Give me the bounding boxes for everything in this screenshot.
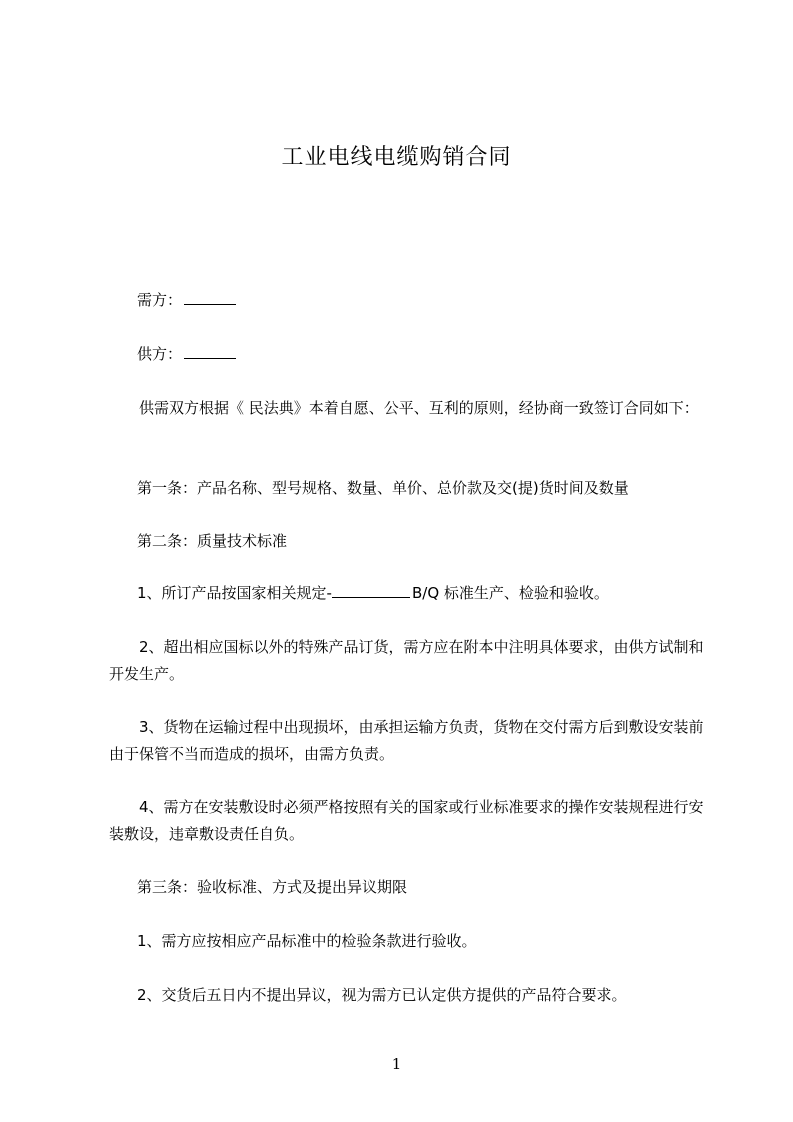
a2-item1-prefix: 1、所订产品按国家相关规定- bbox=[137, 584, 332, 602]
standard-blank bbox=[332, 583, 410, 598]
supplier-label: 供方： bbox=[137, 345, 183, 363]
article-3-item-2: 2、交货后五日内不提出异议，视为需方已认定供方提供的产品符合要求。 bbox=[137, 986, 627, 1004]
article-3-item-1: 1、需方应按相应产品标准中的检验条款进行验收。 bbox=[137, 932, 477, 950]
article-2-item-4: 4、需方在安装敷设时必须严格按照有关的国家或行业标准要求的操作安装规程进行安装敷设，违章敷设责任自负。 bbox=[109, 798, 704, 843]
demander-blank bbox=[184, 290, 236, 305]
article-2-heading: 第二条：质量技术标准 bbox=[137, 532, 288, 550]
supplier-line bbox=[109, 341, 711, 368]
article-2-item-1 bbox=[109, 580, 711, 607]
intro-paragraph: 供需双方根据《 民法典》本着自愿、公平、互利的原则，经协商一致签订合同如下： bbox=[139, 399, 699, 417]
a2-item1-suffix: B/Q 标准生产、检验和验收。 bbox=[411, 584, 609, 602]
document-title: 工业电线电缆购销合同 bbox=[281, 145, 512, 170]
supplier-blank bbox=[184, 344, 236, 359]
article-2-item-3: 3、货物在运输过程中出现损坏，由承担运输方负责，货物在交付需方后到敷设安装前由于保管不当而造成的损坏，由需方负责。 bbox=[109, 718, 704, 763]
demander-line bbox=[109, 287, 711, 314]
article-1-heading: 第一条：产品名称、型号规格、数量、单价、总价款及交(提)货时间及数量 bbox=[137, 479, 629, 497]
article-3-heading: 第三条：验收标准、方式及提出异议期限 bbox=[137, 878, 408, 896]
page-number: 1 bbox=[391, 1055, 402, 1073]
article-2-item-2: 2、超出相应国标以外的特殊产品订货，需方应在附本中注明具体要求，由供方试制和开发生产。 bbox=[109, 638, 704, 683]
demander-label: 需方： bbox=[137, 291, 183, 309]
